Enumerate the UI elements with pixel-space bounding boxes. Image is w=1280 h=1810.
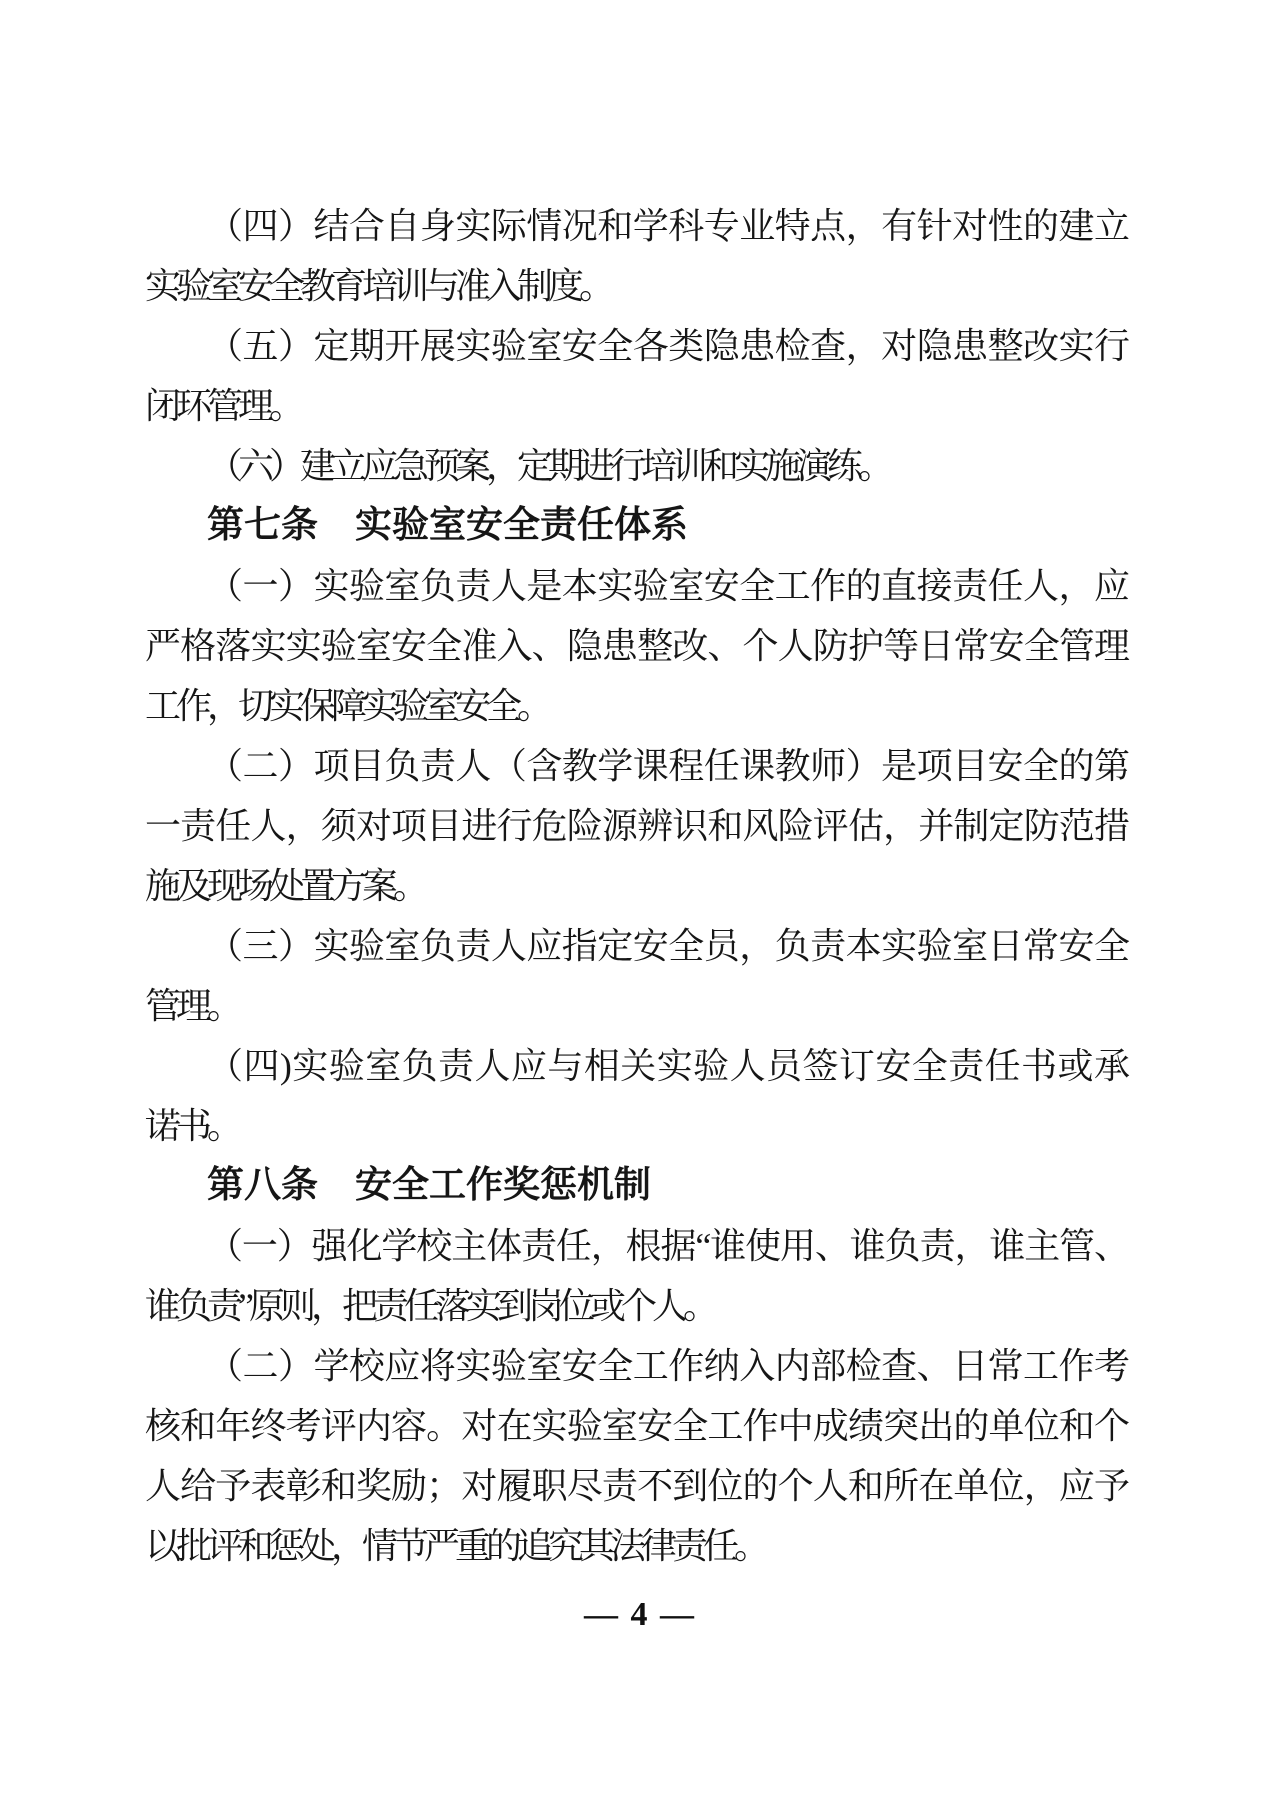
doc-line: （六）建立应急预案，定期进行培训和实施演练。: [207, 446, 890, 486]
page-number: — 4 —: [584, 1596, 696, 1633]
doc-line: 严格落实实验室安全准入、隐患整改、个人防护等日常安全管理: [145, 626, 1125, 666]
doc-line: 谁负责”原则，把责任落实到岗位或个人。: [145, 1286, 714, 1326]
doc-line: 管理。: [145, 986, 239, 1026]
doc-line: （四)实验室负责人应与相关实验人员签订安全责任书或承: [207, 1046, 1125, 1086]
doc-line: （二）项目负责人（含教学课程任课教师）是项目安全的第: [207, 746, 1125, 786]
article-8-heading: 第八条 安全工作奖惩机制: [207, 1165, 651, 1206]
doc-line: 施及现场处置方案。: [145, 866, 425, 906]
article-7-heading: 第七条 实验室安全责任体系: [207, 505, 688, 546]
doc-line: 以批评和惩处，情节严重的追究其法律责任。: [145, 1526, 766, 1566]
doc-line: （四）结合自身实际情况和学科专业特点，有针对性的建立: [207, 206, 1125, 246]
doc-line: 核和年终考评内容。对在实验室安全工作中成绩突出的单位和个: [145, 1406, 1125, 1446]
doc-line: 诺书。: [145, 1106, 239, 1146]
doc-line: （一）实验室负责人是本实验室安全工作的直接责任人，应: [207, 566, 1125, 606]
doc-line: 工作，切实保障实验室安全。: [145, 686, 549, 726]
doc-line: 闭环管理。: [145, 386, 301, 426]
document-body: [145, 196, 1125, 1576]
doc-line: （二）学校应将实验室安全工作纳入内部检查、日常工作考: [207, 1346, 1125, 1386]
doc-line: （五）定期开展实验室安全各类隐患检查，对隐患整改实行: [207, 326, 1125, 366]
doc-line: 实验室安全教育培训与准入制度。: [145, 266, 611, 306]
doc-line: 一责任人，须对项目进行危险源辨识和风险评估，并制定防范措: [145, 806, 1125, 846]
doc-line: （三）实验室负责人应指定安全员，负责本实验室日常安全: [207, 926, 1125, 966]
doc-line: （一）强化学校主体责任，根据“谁使用、谁负责，谁主管、: [207, 1226, 1125, 1266]
doc-line: 人给予表彰和奖励；对履职尽责不到位的个人和所在单位，应予: [145, 1466, 1125, 1506]
